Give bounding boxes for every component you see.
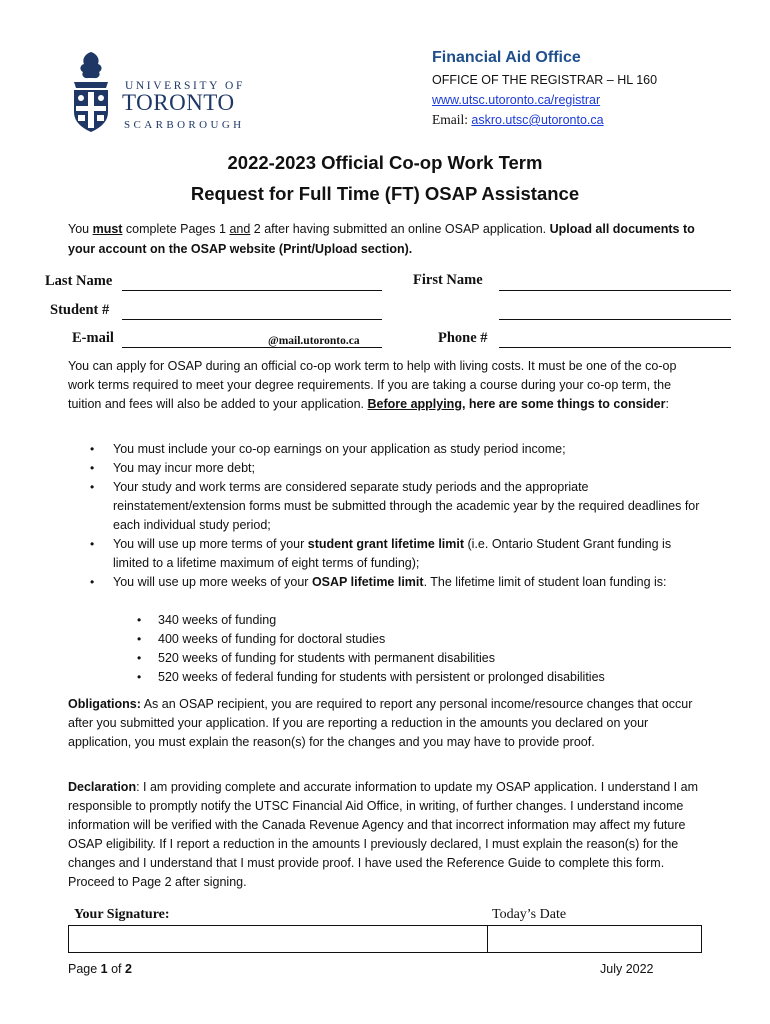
office-contact-block	[432, 48, 657, 130]
sub-bullet-dot: •	[137, 613, 142, 627]
sub-bullet-item: 400 weeks of funding for doctoral studies	[158, 632, 386, 646]
bullet-dot: •	[90, 575, 95, 589]
bullet-earnings: You must include your co-op earnings on your application as study period income;	[113, 442, 566, 456]
obligations-paragraph: Obligations: As an OSAP recipient, you are required to report any personal income/resource changes that occur after you submitted your application. If you are reporting a reduction in the amounts you declared on your application, you must explain the reason(s) for the changes and you may have to provide proof.	[68, 697, 693, 749]
phone-label: Phone #	[438, 330, 488, 346]
bullet-debt: You may incur more debt;	[113, 461, 255, 475]
bullet-osap-limit: You will use up more weeks of your OSAP lifetime limit. The lifetime limit of student loan funding is:	[113, 575, 667, 589]
university-logo	[68, 50, 258, 136]
sub-bullet-item: 340 weeks of funding	[158, 613, 277, 627]
bullet-study-terms: Your study and work terms are considered separate study periods and the appropriate reinstatement/extension forms must be submitted through the academic year by the required deadlines for each individual study period;	[113, 480, 700, 532]
extra-line	[499, 319, 731, 320]
email-domain-suffix: @mail.utoronto.ca	[268, 335, 360, 347]
sub-bullet-item: 520 weeks of funding for students with permanent disabilities	[158, 651, 495, 665]
date-label: Today’s Date	[492, 907, 567, 922]
signature-date-divider	[487, 925, 488, 953]
first-name-label: First Name	[413, 272, 483, 288]
bullet-dot: •	[90, 442, 95, 456]
phone-input[interactable]	[499, 347, 731, 348]
sub-bullet-dot: •	[137, 651, 142, 665]
office-title: Financial Aid Office	[432, 49, 581, 66]
coop-paragraph: You can apply for OSAP during an official co-op work term to help with living costs. It must be one of the co-op work terms required to meet your degree requirements. If you are taking a course during your co-op term, the tuition and fees will also be added to your application. Before applying, here are some things to consider:	[68, 359, 677, 411]
signature-label: Your Signature:	[74, 907, 170, 922]
last-name-input[interactable]	[122, 290, 382, 291]
form-subtitle: Request for Full Time (FT) OSAP Assistance	[190, 183, 580, 204]
before-applying: Before applying	[367, 397, 462, 411]
sub-bullet-dot: •	[137, 670, 142, 684]
declaration-paragraph: Declaration: I am providing complete and accurate information to update my OSAP application. I understand I am responsible to promptly notify the UTSC Financial Aid Office, in writing, of further changes. I understand income information will be verified with the Canada Revenue Agency and that incorrect information may affect my future OSAP eligibility. If I report a reduction in the amounts I previously declared, I must explain the reason(s) for the changes and I understand that I must provide proof. I have used the Reference Guide to complete this form. Proceed to Page 2 after signing.	[68, 780, 698, 889]
must-emphasis: must	[92, 222, 123, 236]
crest-icon	[68, 50, 114, 136]
student-number-label: Student #	[50, 302, 110, 318]
footer-date: July 2022	[600, 962, 654, 976]
sub-bullet-item: 520 weeks of federal funding for students with persistent or prolonged disabilities	[158, 670, 605, 684]
page-indicator: Page 1 of 2	[68, 962, 132, 976]
bullet-dot: •	[90, 537, 95, 551]
intro-paragraph: You must complete Pages 1 and 2 after having submitted an online OSAP application. Upload all documents to your account on the OSAP website (Print/Upload section).	[68, 222, 695, 256]
upload-instruction: Upload all documents to your account on the OSAP website (Print/Upload section).	[68, 222, 695, 256]
bullet-grant-limit: You will use up more terms of your student grant lifetime limit (i.e. Ontario Student Grant funding is limited to a lifetime maximum of eight terms of funding);	[113, 537, 672, 570]
bullet-dot: •	[90, 480, 95, 494]
email-label: Email:	[432, 112, 472, 127]
website-link[interactable]: www.utsc.utoronto.ca/registrar	[432, 93, 601, 107]
first-name-input[interactable]	[499, 290, 731, 291]
logo-line-university-of: UNIVERSITY OF	[125, 80, 245, 92]
declaration-label: Declaration	[68, 780, 137, 794]
signature-box[interactable]	[68, 925, 702, 953]
last-name-label: Last Name	[45, 273, 113, 289]
and-emphasis: and	[229, 222, 251, 236]
bullet-dot: •	[90, 461, 95, 475]
logo-line-toronto: TORONTO	[122, 90, 235, 115]
logo-line-scarborough: SCARBOROUGH	[124, 119, 245, 131]
office-department: OFFICE OF THE REGISTRAR – HL 160	[432, 73, 658, 87]
sub-bullet-dot: •	[137, 632, 142, 646]
student-number-input[interactable]	[122, 319, 382, 320]
email-link[interactable]: askro.utsc@utoronto.ca	[471, 113, 604, 127]
obligations-label: Obligations:	[68, 697, 141, 711]
email-input[interactable]	[122, 347, 382, 348]
form-title: 2022-2023 Official Co-op Work Term	[227, 152, 543, 173]
email-field-label: E-mail	[72, 330, 114, 346]
